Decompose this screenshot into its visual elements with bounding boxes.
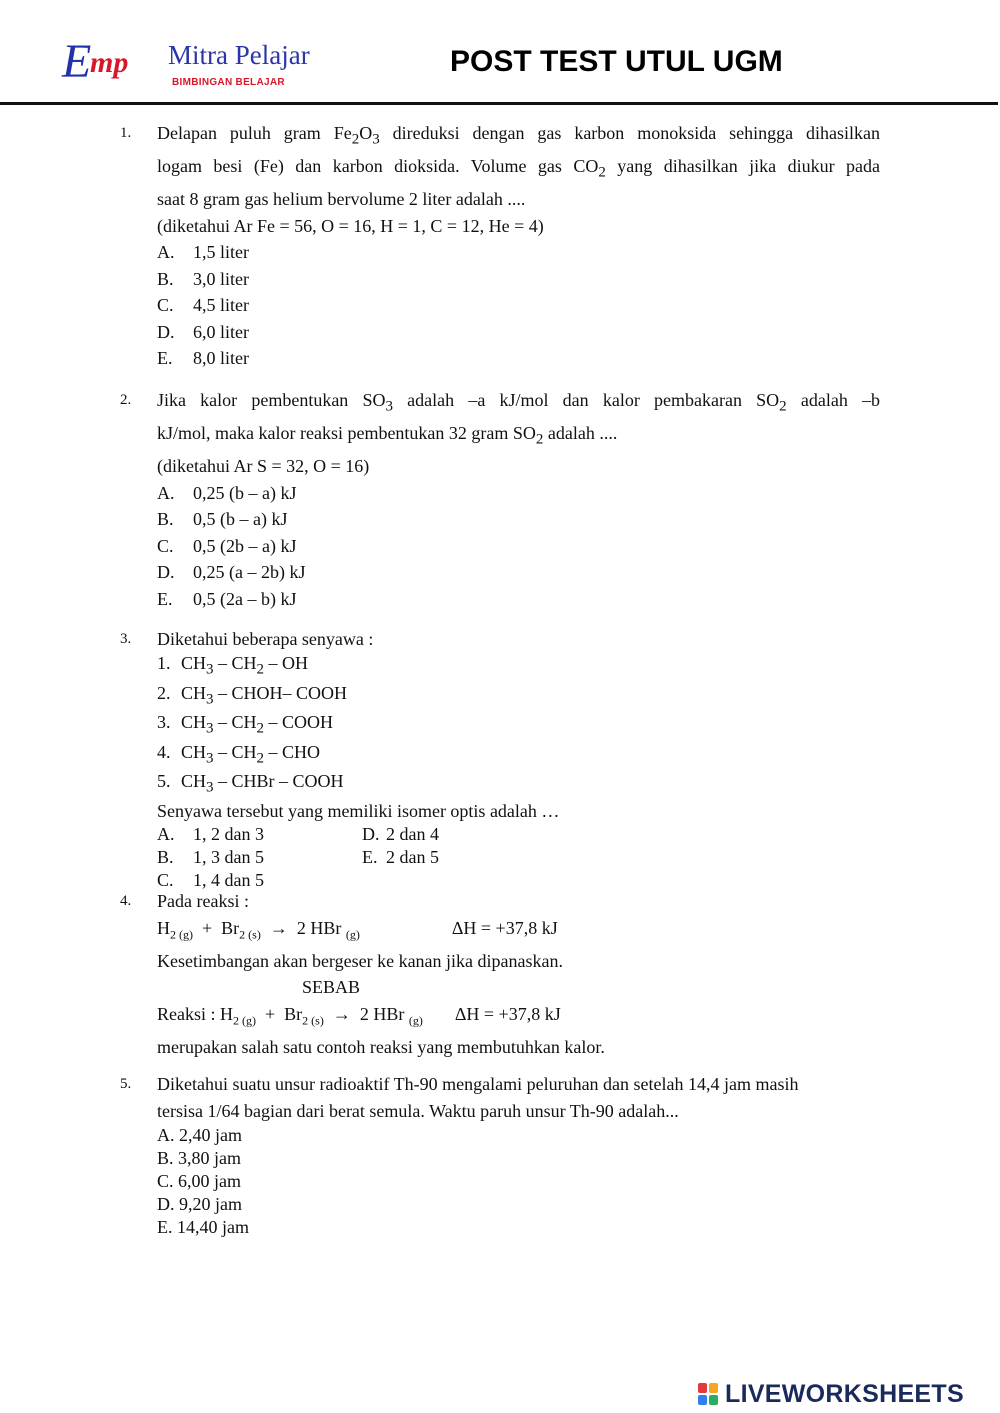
logo-name: Mitra Pelajar (168, 40, 310, 70)
answer-option[interactable]: D. 0,25 (a – 2b) kJ (157, 562, 306, 583)
mitra-pelajar-logo (62, 36, 322, 96)
answer-option[interactable]: B. 3,0 liter (157, 268, 249, 289)
header-divider (0, 102, 998, 105)
given-data: (diketahui Ar S = 32, O = 16) (157, 456, 370, 477)
liveworksheets-wordmark: LIVEWORKSHEETS (725, 1380, 964, 1408)
logo-e-glyph: E (62, 35, 92, 88)
question-number: 3. (120, 631, 132, 647)
page-title: POST TEST UTUL UGM (450, 45, 783, 78)
question-number: 2. (120, 392, 132, 408)
answer-option[interactable]: E. 8,0 liter (157, 348, 249, 369)
question-1 (120, 120, 880, 372)
question-text-line: Delapan puluh gram $Fe_2O_3$ direduksi dengan gas karbon monoksida sehingga dihasilkan (157, 123, 881, 148)
answer-option[interactable]: A. 0,25 (b – a) kJ (157, 482, 297, 503)
answer-option[interactable]: B. 1, 3 dan 5 (157, 846, 264, 867)
compound-item: 2. $CH_3$ – CHOH– COOH (157, 682, 348, 708)
logo-subtitle: BIMBINGAN BELAJAR (172, 77, 285, 88)
answer-option[interactable]: D. 2 dan 4 (362, 823, 439, 844)
answer-option[interactable]: C. 6,00 jam (157, 1171, 241, 1191)
question-text-line: kJ/mol, maka kalor reaksi pembentukan 32 gram $SO_2$ adalah .... (157, 423, 618, 448)
question-text-line: Pada reaksi : (157, 891, 249, 911)
logo-mp-glyph: mp (90, 46, 129, 79)
question-3 (120, 626, 880, 892)
liveworksheets-logo-icon (698, 1383, 718, 1405)
reason-text: merupakan salah satu contoh reaksi yang membutuhkan kalor. (157, 1036, 605, 1057)
answer-row (157, 846, 880, 869)
answer-option[interactable]: B. 0,5 (b – a) kJ (157, 509, 288, 530)
question-2 (120, 387, 880, 612)
question-text-line: Jika kalor pembentukan $SO_3$ adalah –a kJ/mol dan kalor pembakaran $SO_2$ adalah –b (157, 390, 880, 415)
compound-item: 5. $CH_3$ – CHBr – COOH (157, 771, 344, 796)
question-text-line: Senyawa tersebut yang memiliki isomer optis adalah … (157, 800, 560, 821)
question-5 (120, 1071, 880, 1239)
answer-option[interactable]: E. 0,5 (2a – b) kJ (157, 588, 297, 609)
question-4 (120, 888, 880, 1060)
answer-option[interactable]: A. 1,5 liter (157, 242, 249, 263)
liveworksheets-brand (698, 1380, 964, 1408)
question-number: 1. (120, 125, 132, 141)
compound-item: 4. $CH_3 - CH_2$ – CHO (157, 741, 321, 767)
answer-option[interactable]: A. 2,40 jam (157, 1125, 242, 1145)
sebab-label: SEBAB (302, 977, 361, 998)
statement: Kesetimbangan akan bergeser ke kanan jika dipanaskan. (157, 950, 564, 971)
answer-option[interactable]: C. 0,5 (2b – a) kJ (157, 535, 297, 556)
compound-item: 1. $CH_3 - CH_2$ – OH (157, 653, 309, 678)
answer-option[interactable]: E. 14,40 jam (157, 1217, 249, 1237)
answer-option[interactable]: D. 6,0 liter (157, 321, 249, 342)
question-text-line: logam besi (Fe) dan karbon dioksida. Volume gas $CO_2$ yang dihasilkan jika diukur pada (157, 156, 880, 181)
answer-option[interactable]: E. 2 dan 5 (362, 846, 439, 867)
answer-option[interactable]: B. 3,80 jam (157, 1148, 241, 1168)
answer-row (157, 823, 880, 846)
question-number: 4. (120, 893, 132, 909)
given-data: (diketahui Ar Fe = 56, O = 16, H = 1, C = 12, He = 4) (157, 215, 544, 236)
question-text-line: saat 8 gram gas helium bervolume 2 liter adalah .... (157, 189, 526, 210)
answer-option[interactable]: D. 9,20 jam (157, 1194, 242, 1214)
answer-option[interactable]: C. 4,5 liter (157, 295, 249, 316)
reason-equation: Reaksi : $H_{2 (g)} + Br_{2 (s)} \to 2$ HBr $_{(g)}$ ΔH = +37,8 kJ (157, 1003, 561, 1028)
question-text-line: Diketahui beberapa senyawa : (157, 629, 374, 649)
reaction-equation: $H_{2 (g)} + Br_{2 (s)} \to 2$ HBr $_{(g)}$ ΔH = +37,8 kJ (157, 917, 558, 942)
answer-option[interactable]: C. 1, 4 dan 5 (157, 869, 264, 890)
compound-item: 3. $CH_3 - CH_2$ – COOH (157, 712, 334, 737)
question-text-line: Diketahui suatu unsur radioaktif Th-90 mengalami peluruhan dan setelah 14,4 jam masih (157, 1074, 799, 1094)
answer-option[interactable]: A. 1, 2 dan 3 (157, 823, 264, 844)
question-number: 5. (120, 1076, 132, 1092)
question-text-line: tersisa 1/64 bagian dari berat semula. Waktu paruh unsur Th-90 adalah... (157, 1100, 679, 1121)
